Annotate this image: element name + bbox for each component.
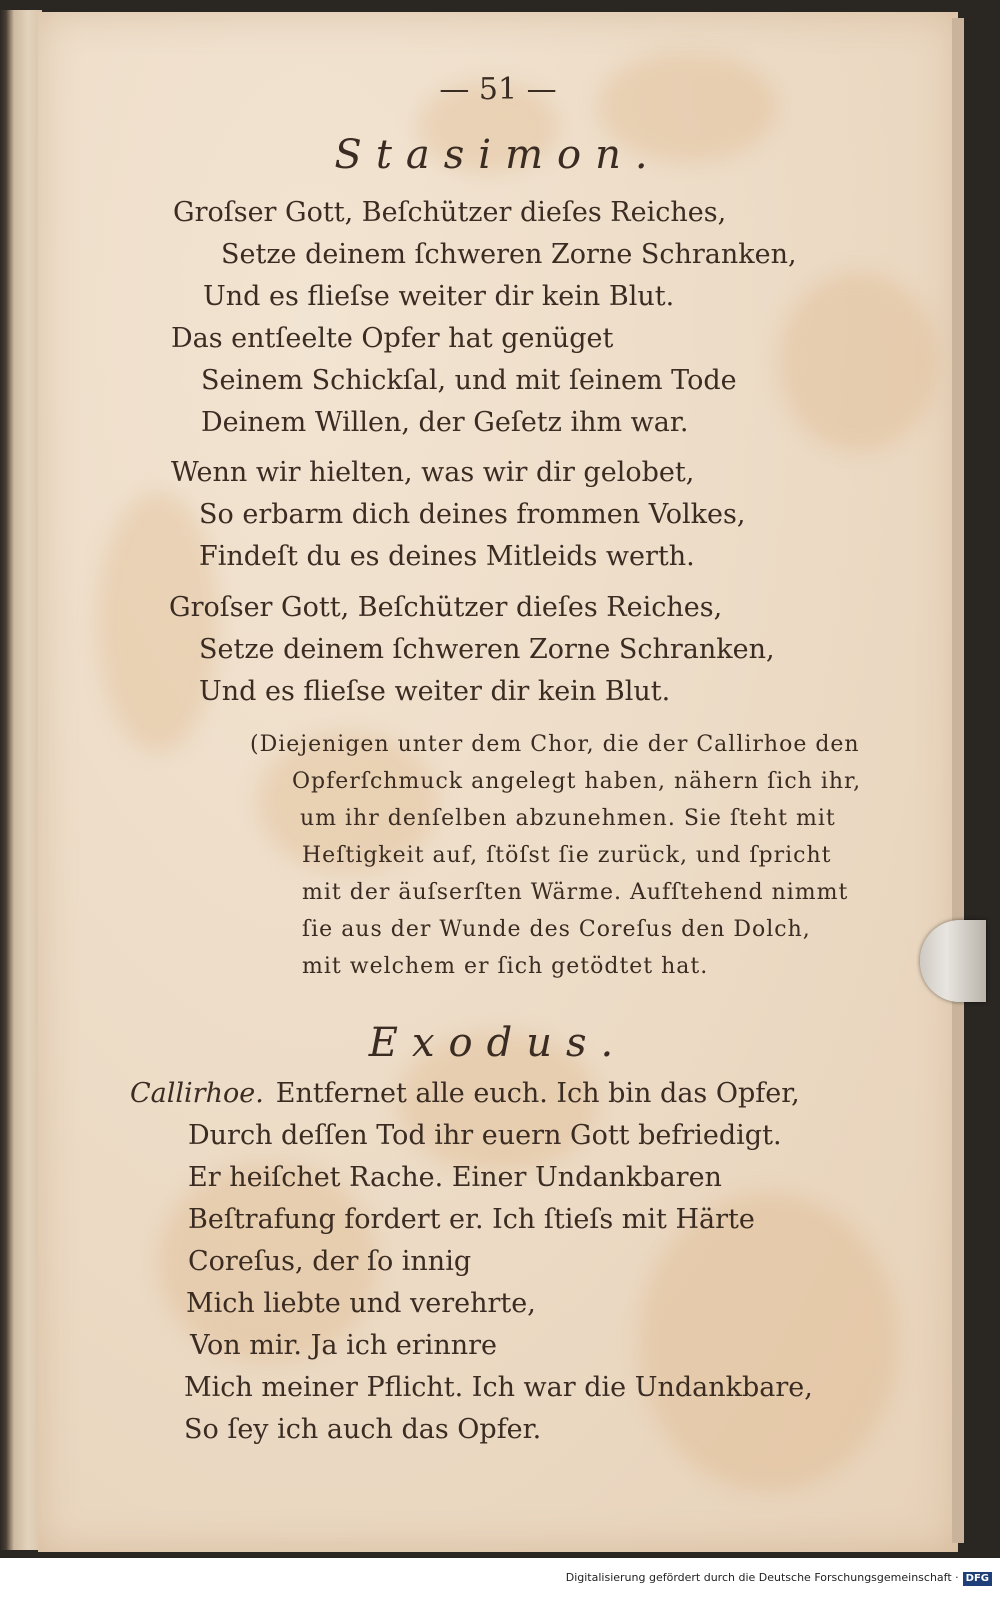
stage-direction-line: Opferſchmuck angelegt haben, nähern ſich ihr, bbox=[292, 769, 862, 794]
stage-direction-line: (Diejenigen unter dem Chor, die der Callirhoe den bbox=[250, 732, 860, 757]
book-binding-edge bbox=[0, 10, 42, 1550]
speech-line: Mich liebte und verehrte, bbox=[186, 1288, 536, 1319]
verse-line: Setze deinem ſchweren Zorne Schranken, bbox=[221, 239, 797, 270]
stage-direction-line: Heſtigkeit auf, ſtöſst ſie zurück, und ſpricht bbox=[302, 843, 832, 868]
verse-line: So erbarm dich deines frommen Volkes, bbox=[199, 499, 746, 530]
speech-line: Beſtrafung fordert er. Ich ſtieſs mit Härte bbox=[188, 1204, 755, 1235]
speech-line: Mich meiner Pflicht. Ich war die Undankbare, bbox=[184, 1372, 813, 1403]
page-text bbox=[38, 12, 958, 1552]
verse-line: Groſser Gott, Beſchützer dieſes Reiches, bbox=[169, 592, 723, 623]
speech-line: Er heiſchet Rache. Einer Undankbaren bbox=[188, 1162, 722, 1193]
footer-text: Digitalisierung gefördert durch die Deutsche Forschungsgemeinschaft · bbox=[565, 1571, 959, 1584]
section-heading-stasimon: Stasimon. bbox=[334, 132, 662, 178]
digitization-footer bbox=[0, 1558, 1000, 1598]
verse-line: Und es flieſse weiter dir kein Blut. bbox=[199, 676, 671, 707]
stage-direction-line: ſie aus der Wunde des Coreſus den Dolch, bbox=[302, 917, 811, 942]
speech-line: Durch deſſen Tod ihr euern Gott befriedigt. bbox=[188, 1120, 782, 1151]
speaker-name: Callirhoe. bbox=[130, 1078, 264, 1109]
verse-line: Groſser Gott, Beſchützer dieſes Reiches, bbox=[173, 197, 727, 228]
speech-line: Von mir. Ja ich erinnre bbox=[190, 1330, 498, 1361]
speech-first-line bbox=[130, 1078, 800, 1109]
verse-line: Und es flieſse weiter dir kein Blut. bbox=[203, 281, 675, 312]
section-heading-exodus: Exodus. bbox=[368, 1020, 628, 1066]
page-number: — 51 — bbox=[439, 72, 557, 107]
speech-line: So ſey ich auch das Opfer. bbox=[184, 1414, 542, 1445]
dfg-logo: DFG bbox=[963, 1572, 992, 1586]
verse-line: Das entſeelte Opfer hat genüget bbox=[171, 323, 614, 354]
speech-line: Coreſus, der ſo innig bbox=[188, 1246, 472, 1277]
verse-line: Deinem Willen, der Geſetz ihm war. bbox=[201, 407, 689, 438]
verse-line: Seinem Schickſal, und mit ſeinem Tode bbox=[201, 365, 737, 396]
stage-direction-line: mit der äuſserſten Wärme. Aufſtehend nimmt bbox=[302, 880, 849, 905]
verse-line: Setze deinem ſchweren Zorne Schranken, bbox=[199, 634, 775, 665]
stage-direction-line: mit welchem er ſich getödtet hat. bbox=[302, 954, 709, 979]
speech-text: Entfernet alle euch. Ich bin das Opfer, bbox=[275, 1078, 800, 1109]
stage-direction-line: um ihr denſelben abzunehmen. Sie ſteht mit bbox=[300, 806, 836, 831]
verse-line: Wenn wir hielten, was wir dir gelobet, bbox=[171, 457, 695, 488]
verse-line: Findeſt du es deines Mitleids werth. bbox=[199, 541, 695, 572]
